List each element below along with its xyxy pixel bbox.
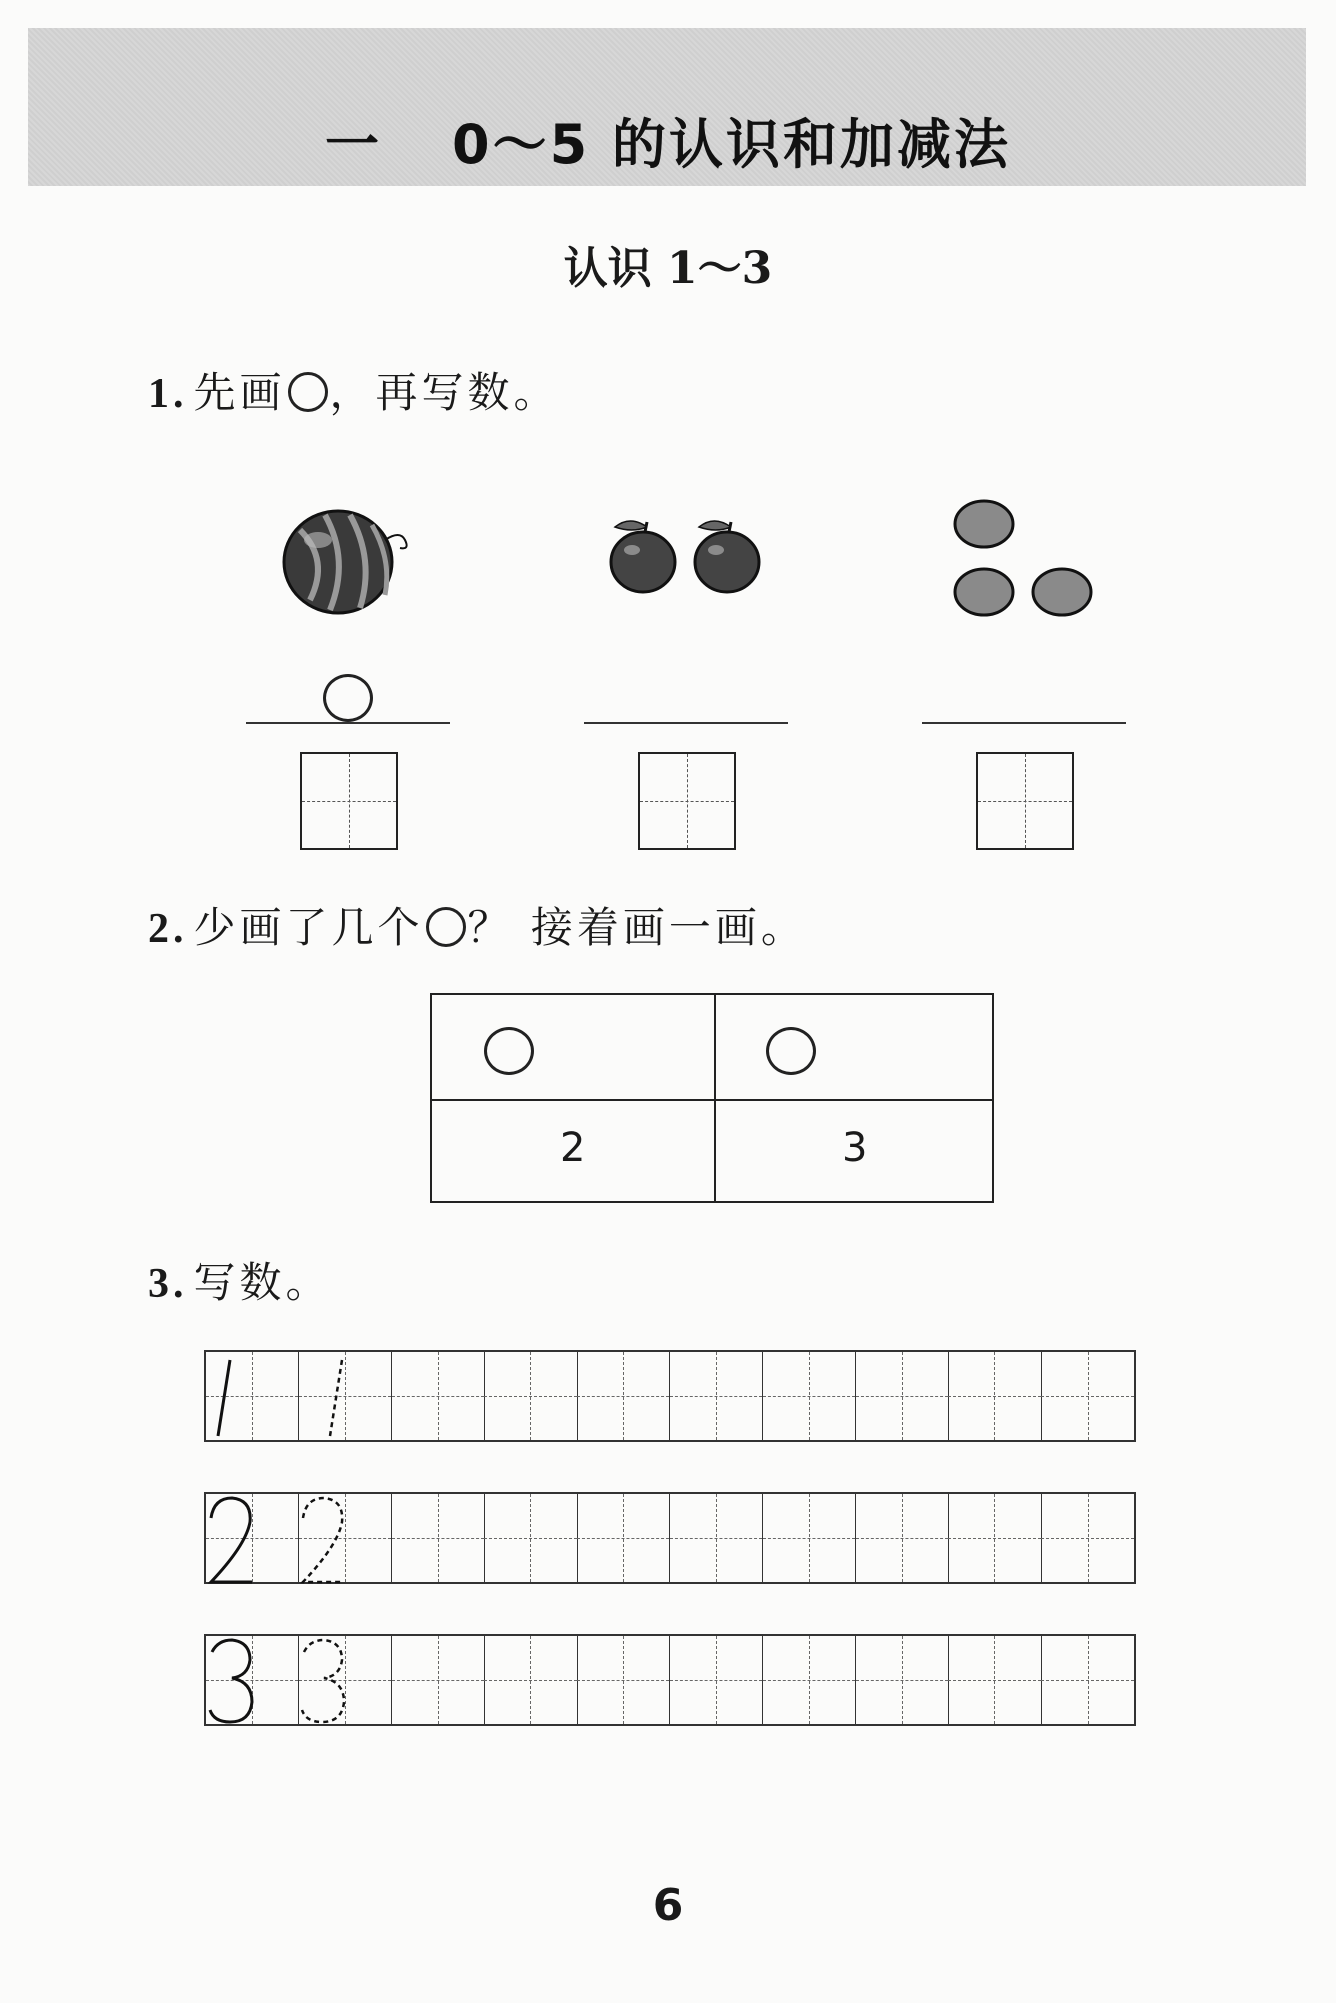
- question-text: ？ 接着画一画。: [467, 903, 807, 952]
- question-text: 少画了几个: [193, 903, 424, 952]
- digit-3-dotted: [302, 1640, 344, 1722]
- question-number: 2.: [148, 906, 188, 952]
- digit-2-solid: [211, 1498, 252, 1582]
- chapter-title-text: 0～5 的认识和加减法: [452, 113, 1011, 176]
- question-text: ，再写数。: [329, 368, 560, 417]
- question-text: 写数。: [193, 1258, 332, 1307]
- digit-1-dotted: [330, 1360, 342, 1436]
- digit-1-solid: [218, 1360, 230, 1436]
- page-number: 6: [652, 1880, 684, 1931]
- target-count-2: 2: [560, 1125, 586, 1171]
- chapter-number: 一: [325, 113, 383, 176]
- question-number: 1.: [148, 371, 188, 417]
- section-title: 认识 1～3: [563, 243, 773, 294]
- digit-2-dotted: [303, 1498, 344, 1582]
- digit-3-solid: [210, 1640, 252, 1722]
- question-text: 先画: [193, 368, 286, 417]
- target-count-3: 3: [842, 1125, 868, 1171]
- question-number: 3.: [148, 1261, 188, 1307]
